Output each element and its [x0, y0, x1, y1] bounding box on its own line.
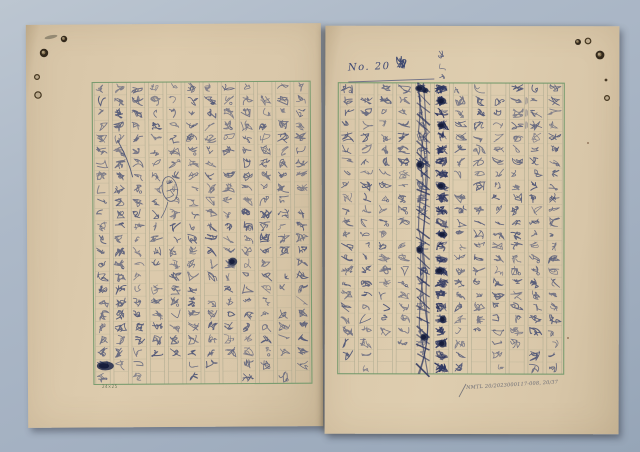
crossed-out-column	[416, 83, 430, 377]
page-number-text: No. 20	[347, 61, 391, 74]
text-column	[295, 83, 308, 369]
writing-grid	[338, 82, 565, 377]
text-column	[186, 83, 200, 380]
text-column	[114, 84, 127, 370]
grid-border	[92, 81, 312, 384]
vertical-note-marks	[436, 49, 449, 86]
text-column	[341, 85, 354, 360]
deletion-slash	[117, 140, 132, 177]
writing-grid	[92, 81, 312, 384]
handwritten-character-mark	[395, 53, 412, 76]
page-svg-right	[325, 26, 620, 435]
text-column	[204, 84, 218, 368]
manuscript-page-left	[26, 23, 323, 428]
grid-layer	[92, 81, 312, 384]
text-column	[379, 85, 392, 336]
inserted-character-note	[395, 53, 412, 80]
text-column	[223, 84, 236, 357]
overwritten-column	[435, 85, 449, 372]
text-column	[168, 83, 181, 356]
text-column	[454, 87, 467, 371]
text-column	[492, 98, 505, 369]
archive-code-annotation: NMTL 20/2023000117-008, 20/37	[466, 379, 559, 391]
page-number-annotation	[348, 60, 435, 83]
text-column	[277, 84, 290, 382]
leader-line	[161, 202, 168, 218]
marginal-insertion-note	[436, 49, 449, 90]
text-column	[398, 85, 411, 345]
text-column	[473, 84, 486, 331]
text-column	[360, 98, 373, 372]
page-svg-left	[26, 23, 323, 428]
paper-size-label: 24×25	[102, 384, 118, 389]
text-column	[548, 84, 561, 371]
manuscript-page-right	[325, 26, 620, 435]
text-column	[132, 87, 145, 380]
